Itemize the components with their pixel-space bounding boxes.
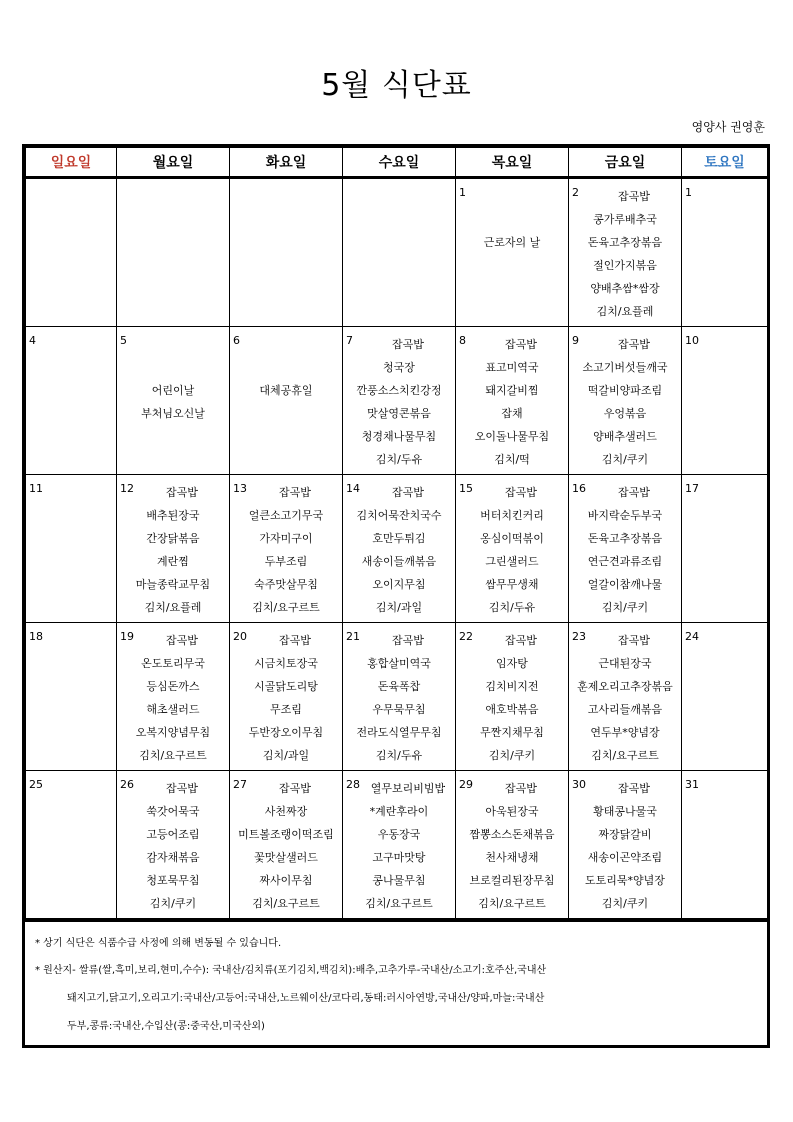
meal-item: 호만두튀김: [372, 532, 426, 545]
day-number: 27: [233, 778, 247, 791]
meal-item: *계란후라이: [369, 805, 429, 818]
meal-list: [230, 629, 342, 767]
meal-item: 김치/요구르트: [591, 749, 659, 762]
meal-item: 옹심이떡볶이: [480, 532, 544, 545]
meal-item: 잡곡밥: [166, 486, 198, 499]
day-cell-sunday: [26, 475, 117, 623]
day-cell-wednesday: [343, 623, 456, 771]
meal-item: 두반장오이무침: [248, 726, 324, 739]
meal-list: [569, 481, 681, 619]
day-number: 4: [29, 334, 36, 347]
meal-item: 청포묵무침: [146, 874, 200, 887]
meal-list: [343, 629, 455, 767]
meal-list: [343, 777, 455, 915]
meal-item: 잡곡밥: [279, 782, 311, 795]
meal-item: 절인가지볶음: [593, 259, 657, 272]
meal-list: [343, 481, 455, 619]
day-cell-monday: [117, 327, 230, 475]
meal-item: 고등어조림: [146, 828, 200, 841]
day-number: 17: [685, 482, 699, 495]
week-row: [26, 623, 768, 771]
meal-item: 잡곡밥: [618, 634, 650, 647]
holiday-label: 부처님오신날: [141, 407, 205, 420]
day-number: 23: [572, 630, 586, 643]
day-number: 12: [120, 482, 134, 495]
meal-item: 얼갈이참깨나물: [587, 578, 663, 591]
meal-item: 사천짜장: [264, 805, 308, 818]
day-number: 11: [29, 482, 43, 495]
meal-item: 잡곡밥: [505, 782, 537, 795]
day-cell-monday: [117, 178, 230, 327]
meal-item: 바지락순두부국: [587, 509, 663, 522]
meal-item: 김치/쿠키: [149, 897, 197, 910]
meal-list: [456, 777, 568, 915]
meal-item: 콩가루배추국: [593, 213, 657, 226]
meal-item: 김치/쿠키: [601, 453, 649, 466]
day-number: 31: [685, 778, 699, 791]
meal-list: [569, 333, 681, 471]
day-cell-thursday: [456, 327, 569, 475]
day-number: 25: [29, 778, 43, 791]
week-row: [26, 178, 768, 327]
meal-item: 잡곡밥: [279, 634, 311, 647]
meal-item: 계란찜: [157, 555, 189, 568]
day-cell-saturday: [682, 771, 768, 919]
meal-item: 도토리묵*양념장: [585, 874, 665, 887]
week-row: [26, 475, 768, 623]
meal-item: 잡곡밥: [505, 338, 537, 351]
day-number: 18: [29, 630, 43, 643]
meal-item: 깐풍소스치킨강정: [356, 384, 442, 397]
day-cell-monday: [117, 623, 230, 771]
meal-item: 김치/요구르트: [252, 897, 320, 910]
day-cell-tuesday: [230, 771, 343, 919]
holiday-label: 어린이날: [151, 384, 195, 397]
meal-item: 잡곡밥: [618, 338, 650, 351]
day-number: 2: [572, 186, 579, 199]
day-cell-thursday: [456, 178, 569, 327]
meal-list: [230, 481, 342, 619]
note-line: 두부,콩류:국내산,수입산(콩:중국산,미국산외): [67, 1021, 265, 1032]
calendar-body: [26, 178, 768, 919]
meal-item: 김치/쿠키: [601, 897, 649, 910]
meal-item: 잡곡밥: [392, 486, 424, 499]
day-cell-tuesday: [230, 327, 343, 475]
meal-item: 가자미구이: [259, 532, 313, 545]
page-title: 5월 식단표: [321, 68, 472, 103]
day-cell-sunday: [26, 178, 117, 327]
holiday-note: [117, 379, 229, 425]
meal-item: 고구마맛탕: [372, 851, 426, 864]
meal-item: 양배추샐러드: [593, 430, 657, 443]
day-number: 7: [346, 334, 353, 347]
day-number: 10: [685, 334, 699, 347]
meal-item: 천사채냉채: [485, 851, 539, 864]
day-number: 9: [572, 334, 579, 347]
notes-section: [25, 919, 767, 1048]
meal-list: [343, 333, 455, 471]
meal-item: 청국장: [383, 361, 415, 374]
week-row: [26, 771, 768, 919]
meal-item: 오복지양념무침: [135, 726, 211, 739]
header-wednesday: 수요일: [343, 148, 456, 178]
day-number: 6: [233, 334, 240, 347]
meal-item: 표고미역국: [485, 361, 539, 374]
meal-item: 아욱된장국: [485, 805, 539, 818]
meal-item: 훈제오리고추장볶음: [577, 680, 673, 693]
meal-item: 홍합살미역국: [367, 657, 431, 670]
note-line: * 원산지- 쌀류(쌀,흑미,보리,현미,수수): 국내산/김치류(포기김치,백김치):배추,고추가루-국내산/소고기:호주산,국내산: [35, 965, 547, 976]
day-cell-saturday: [682, 327, 768, 475]
meal-list: [230, 777, 342, 915]
holiday-label: 대체공휴일: [259, 384, 313, 397]
day-number: 20: [233, 630, 247, 643]
meal-item: 우동장국: [377, 828, 421, 841]
meal-item: 김치/과일: [262, 749, 310, 762]
meal-item: 김치/요구르트: [139, 749, 207, 762]
header-monday: 월요일: [117, 148, 230, 178]
day-cell-monday: [117, 771, 230, 919]
meal-item: 김치/두유: [375, 453, 423, 466]
meal-item: 짬뽕소스돈채볶음: [469, 828, 555, 841]
meal-item: 애호박볶음: [485, 703, 539, 716]
meal-item: 김치/과일: [375, 601, 423, 614]
meal-item: 브로컬리된장무침: [469, 874, 555, 887]
day-cell-thursday: [456, 623, 569, 771]
day-cell-sunday: [26, 327, 117, 475]
meal-item: 김치/요플레: [144, 601, 202, 614]
week-row: [26, 327, 768, 475]
meal-item: 온도토리무국: [141, 657, 205, 670]
meal-item: 오이지무침: [372, 578, 426, 591]
day-number: 26: [120, 778, 134, 791]
day-number: 15: [459, 482, 473, 495]
day-number: 29: [459, 778, 473, 791]
meal-item: 오이돌나물무침: [474, 430, 550, 443]
meal-item: 짜사이무침: [259, 874, 313, 887]
meal-item: 새송이들깨볶음: [361, 555, 437, 568]
meal-item: 김치/쿠키: [488, 749, 536, 762]
day-cell-friday: [569, 771, 682, 919]
meal-item: 두부조림: [264, 555, 308, 568]
meal-item: 연두부*양념장: [590, 726, 660, 739]
day-cell-monday: [117, 475, 230, 623]
meal-item: 미트볼조랭이떡조림: [238, 828, 334, 841]
day-cell-saturday: [682, 475, 768, 623]
meal-item: 김치/요플레: [596, 305, 654, 318]
meal-item: 김치/요구르트: [252, 601, 320, 614]
holiday-note: [456, 231, 568, 254]
meal-item: 잡곡밥: [505, 486, 537, 499]
day-cell-sunday: [26, 771, 117, 919]
meal-item: 돈육고추장볶음: [587, 532, 663, 545]
meal-item: 짜장닭갈비: [598, 828, 652, 841]
meal-item: 숙주맛살무침: [254, 578, 318, 591]
meal-item: 전라도식열무무침: [356, 726, 442, 739]
meal-list: [569, 777, 681, 915]
meal-item: 쌈무무생채: [485, 578, 539, 591]
meal-list: [117, 629, 229, 767]
weekday-header-row: [26, 148, 768, 178]
day-cell-wednesday: [343, 475, 456, 623]
day-cell-tuesday: [230, 623, 343, 771]
day-cell-tuesday: [230, 178, 343, 327]
meal-item: 김치/두유: [375, 749, 423, 762]
day-number: 14: [346, 482, 360, 495]
meal-item: 잡곡밥: [618, 486, 650, 499]
day-number: 1: [459, 186, 466, 199]
day-cell-wednesday: [343, 178, 456, 327]
meal-item: 김치비지전: [485, 680, 539, 693]
meal-item: 배추된장국: [146, 509, 200, 522]
day-number: 8: [459, 334, 466, 347]
meal-item: 돈육폭찹: [377, 680, 421, 693]
day-number: 30: [572, 778, 586, 791]
meal-item: 소고기버섯들깨국: [582, 361, 668, 374]
meal-item: 우엉볶음: [603, 407, 647, 420]
meal-item: 무조림: [270, 703, 302, 716]
meal-item: 그린샐러드: [485, 555, 539, 568]
meal-list: [569, 185, 681, 323]
meal-list: [456, 333, 568, 471]
meal-list: [456, 629, 568, 767]
holiday-label: 근로자의 날: [483, 236, 541, 249]
meal-item: 돼지갈비찜: [485, 384, 539, 397]
meal-item: 잡곡밥: [279, 486, 311, 499]
meal-item: 쑥갓어묵국: [146, 805, 200, 818]
day-number: 28: [346, 778, 360, 791]
day-number: 1: [685, 186, 692, 199]
meal-item: 버터치킨커리: [480, 509, 544, 522]
nutritionist-name: 영양사 권영훈: [691, 120, 765, 134]
menu-frame: [22, 144, 770, 1048]
meal-item: 연근견과류조림: [587, 555, 663, 568]
day-cell-friday: [569, 178, 682, 327]
note-line: 돼지고기,닭고기,오리고기:국내산/고등어:국내산,노르웨이산/코다리,동태:러시아연방,국내산/양파,마늘:국내산: [67, 993, 545, 1004]
day-cell-thursday: [456, 475, 569, 623]
meal-item: 잡곡밥: [505, 634, 537, 647]
meal-list: [117, 777, 229, 915]
meal-item: 돈육고추장볶음: [587, 236, 663, 249]
day-cell-tuesday: [230, 475, 343, 623]
meal-item: 간장닭볶음: [146, 532, 200, 545]
meal-item: 감자채볶음: [146, 851, 200, 864]
meal-item: 김치/요구르트: [365, 897, 433, 910]
meal-item: 열무보리비빔밥: [370, 782, 446, 795]
meal-item: 해초샐러드: [146, 703, 200, 716]
day-cell-wednesday: [343, 771, 456, 919]
meal-item: 김치/두유: [488, 601, 536, 614]
meal-item: 양배추쌈*쌈장: [590, 282, 660, 295]
meal-item: 잡곡밥: [166, 782, 198, 795]
meal-item: 등심돈까스: [146, 680, 200, 693]
meal-item: 잡곡밥: [392, 634, 424, 647]
holiday-note: [230, 379, 342, 402]
day-number: 13: [233, 482, 247, 495]
menu-calendar: [25, 147, 768, 919]
meal-item: 잡곡밥: [618, 782, 650, 795]
meal-item: 무짠지채무침: [480, 726, 544, 739]
meal-list: [569, 629, 681, 767]
meal-item: 떡갈비양파조림: [587, 384, 663, 397]
header-sunday: 일요일: [26, 148, 117, 178]
meal-list: [456, 481, 568, 619]
meal-item: 맛살영콘볶음: [367, 407, 431, 420]
day-cell-sunday: [26, 623, 117, 771]
day-number: 21: [346, 630, 360, 643]
day-cell-friday: [569, 327, 682, 475]
day-cell-saturday: [682, 178, 768, 327]
header-thursday: 목요일: [456, 148, 569, 178]
day-number: 24: [685, 630, 699, 643]
meal-item: 꽃맛살샐러드: [254, 851, 318, 864]
meal-item: 김치/쿠키: [601, 601, 649, 614]
meal-item: 황태콩나물국: [593, 805, 657, 818]
meal-item: 시골닭도리탕: [254, 680, 318, 693]
header-tuesday: 화요일: [230, 148, 343, 178]
note-line: * 상기 식단은 식품수급 사정에 의해 변동될 수 있습니다.: [35, 938, 282, 949]
meal-item: 청경채나물무침: [361, 430, 437, 443]
meal-item: 김치어묵잔치국수: [356, 509, 442, 522]
day-number: 5: [120, 334, 127, 347]
meal-item: 새송이곤약조림: [587, 851, 663, 864]
day-number: 22: [459, 630, 473, 643]
meal-item: 임자탕: [496, 657, 528, 670]
meal-item: 김치/요구르트: [478, 897, 546, 910]
meal-item: 근대된장국: [598, 657, 652, 670]
header-friday: 금요일: [569, 148, 682, 178]
day-cell-saturday: [682, 623, 768, 771]
meal-item: 콩나물무침: [372, 874, 426, 887]
meal-list: [117, 481, 229, 619]
meal-item: 시금치토장국: [254, 657, 318, 670]
meal-item: 잡곡밥: [392, 338, 424, 351]
meal-item: 잡곡밥: [166, 634, 198, 647]
day-cell-wednesday: [343, 327, 456, 475]
header-saturday: 토요일: [682, 148, 768, 178]
meal-item: 잡곡밥: [618, 190, 650, 203]
meal-item: 마늘종락교무침: [135, 578, 211, 591]
meal-item: 고사리들깨볶음: [587, 703, 663, 716]
day-number: 16: [572, 482, 586, 495]
meal-item: 얼큰소고기무국: [248, 509, 324, 522]
meal-item: 잡채: [501, 407, 523, 420]
day-cell-friday: [569, 623, 682, 771]
day-cell-thursday: [456, 771, 569, 919]
meal-item: 김치/떡: [494, 453, 530, 466]
day-number: 19: [120, 630, 134, 643]
day-cell-friday: [569, 475, 682, 623]
meal-item: 우무묵무침: [372, 703, 426, 716]
